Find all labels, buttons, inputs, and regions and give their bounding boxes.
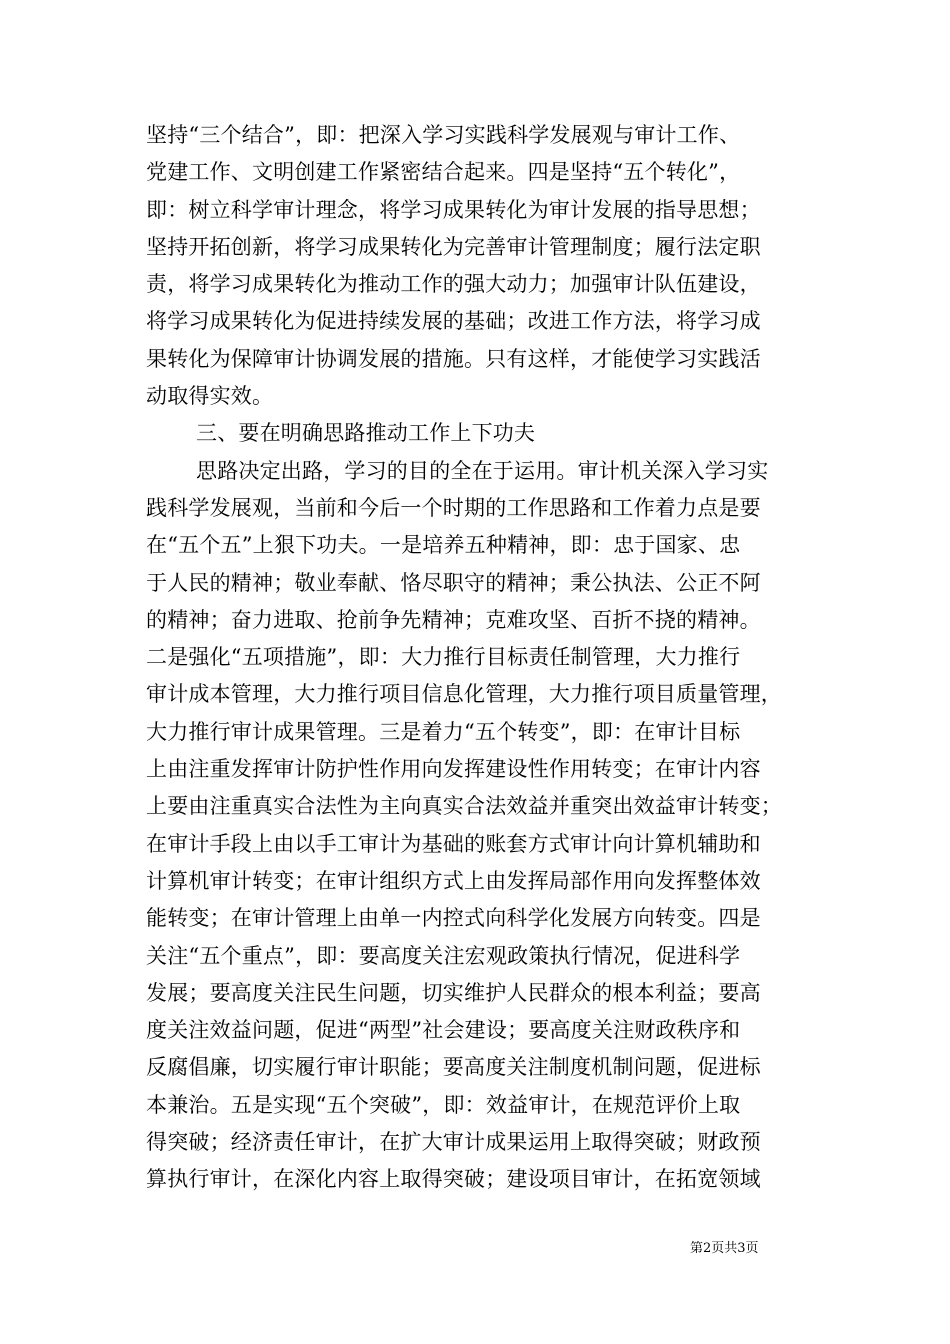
text-line: 大力推行审计成果管理。三是着力“五个转变”，即：在审计目标 — [146, 719, 741, 744]
text-line: 关注“五个重点”，即：要高度关注宏观政策执行情况，促进科学 — [146, 943, 741, 968]
text-line: 上要由注重真实合法性为主向真实合法效益并重突出效益审计转变； — [146, 794, 782, 819]
text-line: 反腐倡廉，切实履行审计职能；要高度关注制度机制问题，促进标 — [146, 1055, 761, 1080]
text-line: 计算机审计转变；在审计组织方式上由发挥局部作用向发挥整体效 — [146, 868, 761, 893]
body-text — [146, 117, 806, 1199]
text-line: 二是强化“五项措施”，即：大力推行目标责任制管理，大力推行 — [146, 645, 741, 670]
text-line: 本兼治。五是实现“五个突破”，即：效益审计，在规范评价上取 — [146, 1092, 741, 1117]
paragraph-start: 思路决定出路，学习的目的全在于运用。审计机关深入学习实 — [196, 458, 769, 483]
section-heading: 三、要在明确思路推动工作上下功夫 — [196, 421, 536, 446]
text-line: 的精神；奋力进取、抢前争先精神；克难攻坚、百折不挠的精神。 — [146, 607, 761, 632]
page-number: 第2页共3页 — [690, 1241, 759, 1256]
text-line: 坚持“三个结合”，即：把深入学习实践科学发展观与审计工作、 — [146, 123, 741, 147]
text-line: 责，将学习成果转化为推动工作的强大动力；加强审计队伍建设， — [146, 272, 761, 297]
text-line: 在审计手段上由以手工审计为基础的账套方式审计向计算机辅助和 — [146, 831, 761, 856]
text-line: 坚持开拓创新，将学习成果转化为完善审计管理制度；履行法定职 — [146, 234, 761, 259]
text-line: 践科学发展观，当前和今后一个时期的工作思路和工作着力点是要 — [146, 495, 761, 520]
text-line: 上由注重发挥审计防护性作用向发挥建设性作用转变；在审计内容 — [146, 757, 761, 782]
text-line: 党建工作、文明创建工作紧密结合起来。四是坚持“五个转化”， — [146, 160, 741, 185]
text-line: 动取得实效。 — [146, 384, 274, 409]
text-line: 果转化为保障审计协调发展的措施。只有这样，才能使学习实践活 — [146, 346, 761, 371]
text-line: 能转变；在审计管理上由单一内控式向科学化发展方向转变。四是 — [146, 906, 761, 931]
text-line: 度关注效益问题，促进“两型”社会建设；要高度关注财政秩序和 — [146, 1018, 741, 1043]
text-line: 发展；要高度关注民生问题，切实维护人民群众的根本利益；要高 — [146, 980, 761, 1005]
text-line: 在“五个五”上狠下功夫。一是培养五种精神，即：忠于国家、忠 — [146, 533, 741, 558]
text-line: 即：树立科学审计理念，将学习成果转化为审计发展的指导思想； — [146, 197, 761, 222]
text-line: 于人民的精神；敬业奉献、恪尽职守的精神；秉公执法、公正不阿 — [146, 570, 761, 595]
text-line: 得突破；经济责任审计，在扩大审计成果运用上取得突破；财政预 — [146, 1130, 761, 1155]
text-line: 将学习成果转化为促进持续发展的基础；改进工作方法，将学习成 — [146, 309, 761, 334]
text-line: 审计成本管理，大力推行项目信息化管理，大力推行项目质量管理， — [146, 682, 782, 707]
text-line: 算执行审计，在深化内容上取得突破；建设项目审计，在拓宽领域 — [146, 1167, 761, 1192]
